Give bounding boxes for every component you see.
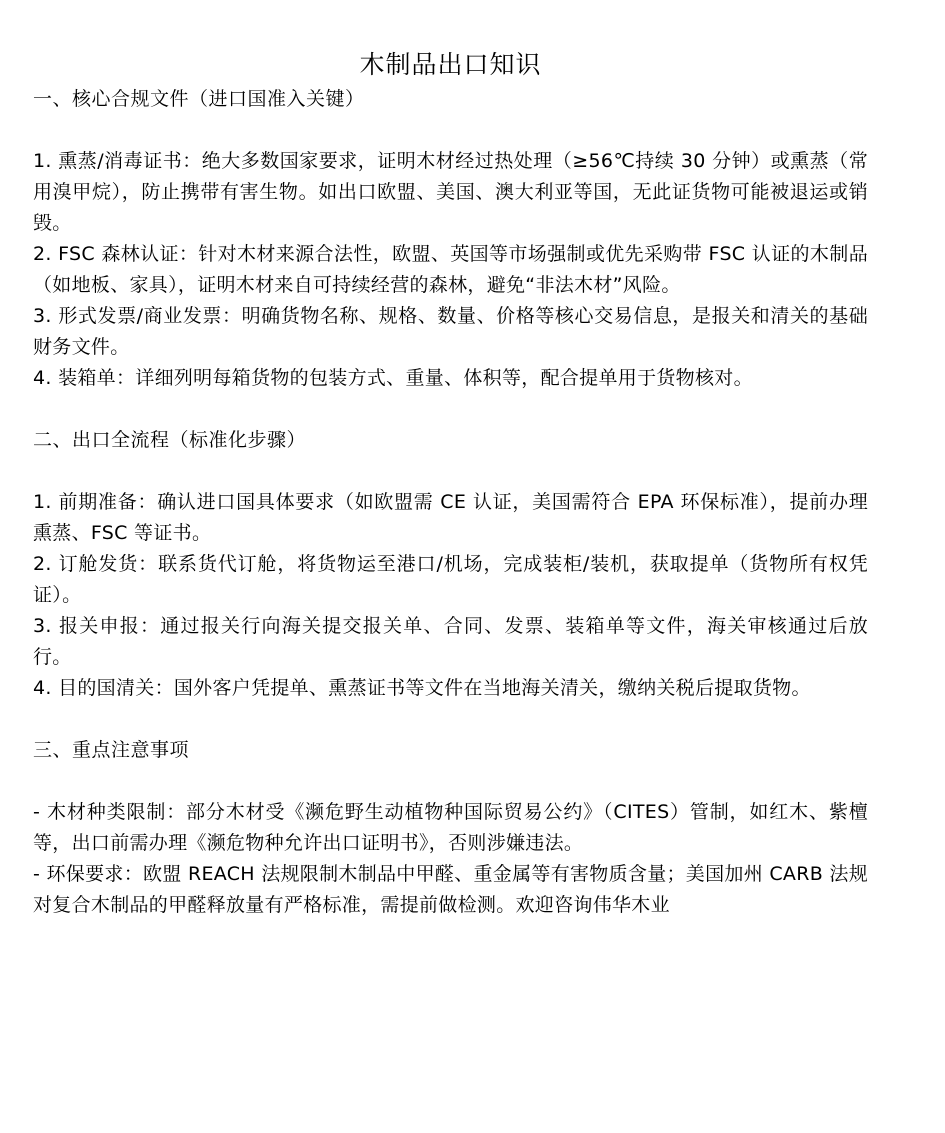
document-page [33,0,868,921]
section-heading: 二、出口全流程（标准化步骤） [33,429,307,451]
list-item: 2. FSC 森林认证：针对木材来源合法性，欧盟、英国等市场强制或优先采购带 FSC 认证的木制品（如地板、家具），证明木材来自可持续经营的森林，避免“非法木材”风险。 [33,243,868,296]
blank-line [33,394,868,425]
list-item: 3. 形式发票/商业发票：明确货物名称、规格、数量、价格等核心交易信息，是报关和清关的基础财务文件。 [33,305,868,358]
blank-line [33,456,868,487]
section-heading: 三、重点注意事项 [33,739,190,761]
list-item: 4. 目的国清关：国外客户凭提单、熏蒸证书等文件在当地海关清关，缴纳关税后提取货物。 [33,677,811,699]
list-item: 1. 前期准备：确认进口国具体要求（如欧盟需 CE 认证，美国需符合 EPA 环保标准），提前办理熏蒸、FSC 等证书。 [33,491,868,544]
blank-line [33,115,868,146]
list-item: - 木材种类限制：部分木材受《濒危野生动植物种国际贸易公约》（CITES）管制，如红木、紫檀等，出口前需办理《濒危物种允许出口证明书》，否则涉嫌违法。 [33,801,868,854]
item-list [33,797,868,921]
section-export-process [33,425,868,704]
list-item: 2. 订舱发货：联系货代订舱，将货物运至港口/机场，完成装柜/装机，获取提单（货物所有权凭证）。 [33,553,868,606]
list-item: - 环保要求：欧盟 REACH 法规限制木制品中甲醛、重金属等有害物质含量；美国加州 CARB 法规对复合木制品的甲醛释放量有严格标准，需提前做检测。欢迎咨询伟华木业 [33,863,868,916]
section-compliance-documents [33,84,868,394]
list-item: 4. 装箱单：详细列明每箱货物的包装方式、重量、体积等，配合提单用于货物核对。 [33,367,753,389]
list-item: 1. 熏蒸/消毒证书：绝大多数国家要求，证明木材经过热处理（≥56℃持续 30 分钟）或熏蒸（常用溴甲烷），防止携带有害生物。如出口欧盟、美国、澳大利亚等国，无此证货物可能被退运或销毁。 [33,150,868,234]
item-list [33,487,868,704]
item-list [33,146,868,394]
blank-line [33,704,868,735]
list-item: 3. 报关申报：通过报关行向海关提交报关单、合同、发票、装箱单等文件，海关审核通过后放行。 [33,615,868,668]
section-key-notes [33,735,868,921]
document-title: 木制品出口知识 [359,50,542,79]
section-heading: 一、核心合规文件（进口国准入关键） [33,88,365,110]
blank-line [33,766,868,797]
